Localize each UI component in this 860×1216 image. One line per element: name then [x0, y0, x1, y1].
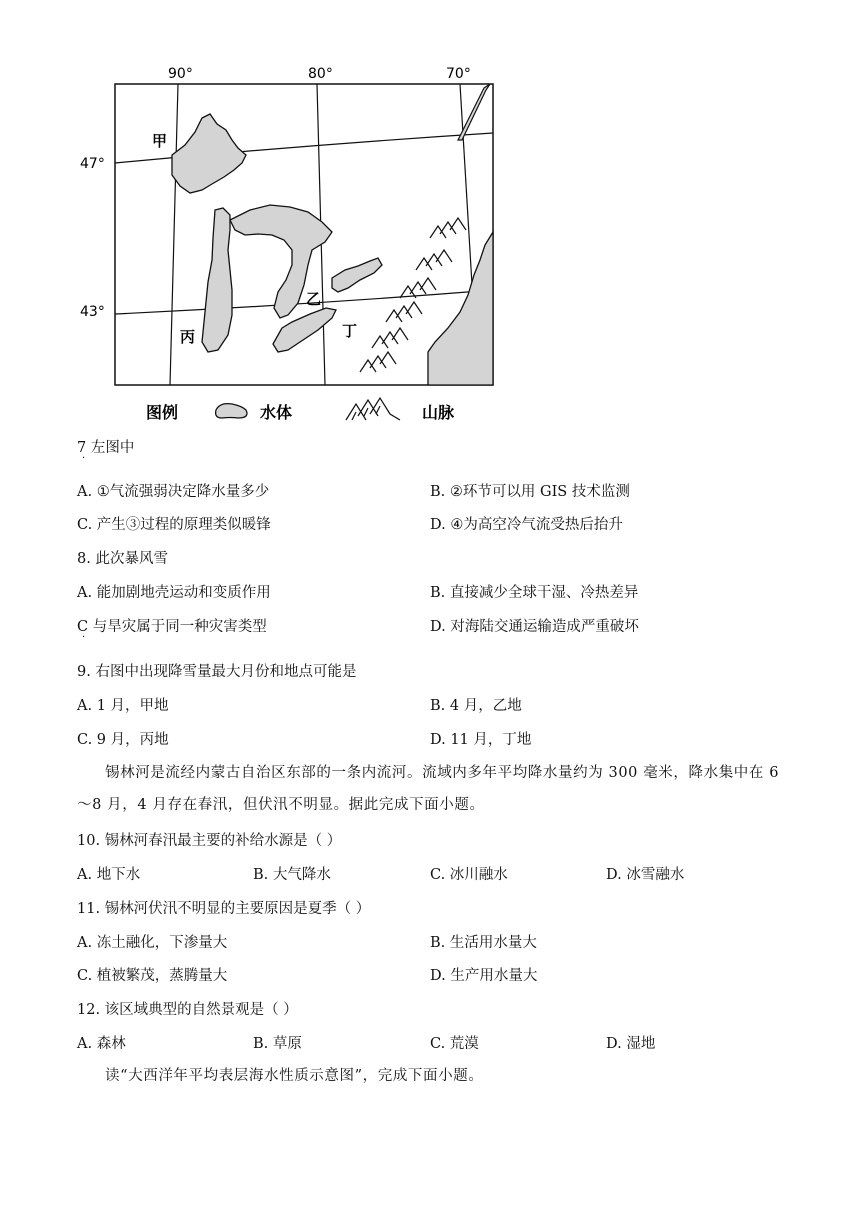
- lat-label-47: 47°: [80, 156, 105, 172]
- q12-option-a[interactable]: A. 森林: [77, 1036, 126, 1052]
- q12-option-c[interactable]: C. 荒漠: [430, 1036, 479, 1052]
- passage-atlantic: 读“大西洋年平均表层海水性质示意图”，完成下面小题。: [105, 1068, 484, 1084]
- lon-label-90: 90°: [168, 66, 193, 82]
- legend-mountain-icon: [346, 398, 400, 420]
- q8-option-d[interactable]: D. 对海陆交通运输造成严重破坏: [430, 619, 639, 635]
- q10-option-c[interactable]: C. 冰川融水: [430, 867, 508, 883]
- q12-option-b[interactable]: B. 草原: [253, 1036, 302, 1052]
- passage-xilin-river: 锡林河是流经内蒙古自治区东部的一条内流河。流域内多年平均降水量约为 300 毫米，降水集中在 6～8 月，4 月存在春汛，但伏汛不明显。据此完成下面小题。: [77, 765, 780, 813]
- legend-title: 图例: [146, 403, 179, 422]
- q9-option-b[interactable]: B. 4 月，乙地: [430, 698, 522, 714]
- q11-option-b[interactable]: B. 生活用水量大: [430, 935, 537, 951]
- q8-option-c[interactable]: C 与旱灾属于同一种灾害类型: [77, 619, 267, 635]
- q9-option-c[interactable]: C. 9 月，丙地: [77, 732, 169, 748]
- emphasis-dot: ·: [82, 632, 86, 643]
- emphasis-dot: ·: [82, 453, 86, 464]
- q8-option-b[interactable]: B. 直接减少全球干湿、冷热差异: [430, 585, 639, 601]
- q11-option-a[interactable]: A. 冻土融化，下渗量大: [77, 935, 228, 951]
- question-7-stem: 7 左图中: [77, 440, 135, 456]
- q11-option-c[interactable]: C. 植被繁茂，蒸腾量大: [77, 968, 228, 984]
- legend-mountain-label: 山脉: [422, 403, 455, 422]
- q10-option-a[interactable]: A. 地下水: [77, 867, 141, 883]
- place-label-yi: 乙: [306, 290, 322, 308]
- lon-label-70: 70°: [446, 66, 471, 82]
- lat-label-43: 43°: [80, 304, 105, 320]
- question-11-stem: 11. 锡林河伏汛不明显的主要原因是夏季（ ）: [77, 901, 371, 917]
- q9-option-a[interactable]: A. 1 月，甲地: [77, 698, 169, 714]
- q12-option-d[interactable]: D. 湿地: [606, 1036, 656, 1052]
- question-12-stem: 12. 该区域典型的自然景观是（ ）: [77, 1002, 298, 1018]
- question-8-stem: 8. 此次暴风雪: [77, 551, 168, 567]
- legend-water-icon: [216, 404, 247, 418]
- place-label-jia: 甲: [152, 132, 168, 150]
- q10-option-d[interactable]: D. 冰雪融水: [606, 867, 685, 883]
- q7-option-a[interactable]: A. ①气流强弱决定降水量多少: [77, 484, 270, 500]
- q7-option-c[interactable]: C. 产生③过程的原理类似暖锋: [77, 517, 271, 533]
- lon-label-80: 80°: [308, 66, 333, 82]
- q7-option-d[interactable]: D. ④为高空冷气流受热后抬升: [430, 517, 623, 533]
- q11-option-d[interactable]: D. 生产用水量大: [430, 968, 538, 984]
- question-9-stem: 9. 右图中出现降雪量最大月份和地点可能是: [77, 664, 357, 680]
- q10-option-b[interactable]: B. 大气降水: [253, 867, 331, 883]
- place-label-ding: 丁: [342, 322, 358, 340]
- q7-option-b[interactable]: B. ②环节可以用 GIS 技术监测: [430, 484, 630, 500]
- great-lakes-map: [60, 60, 520, 430]
- question-10-stem: 10. 锡林河春汛最主要的补给水源是（ ）: [77, 833, 342, 849]
- place-label-bing: 丙: [180, 328, 196, 346]
- legend-water-label: 水体: [260, 403, 293, 422]
- q8-option-a[interactable]: A. 能加剧地壳运动和变质作用: [77, 585, 271, 601]
- q9-option-d[interactable]: D. 11 月，丁地: [430, 732, 532, 748]
